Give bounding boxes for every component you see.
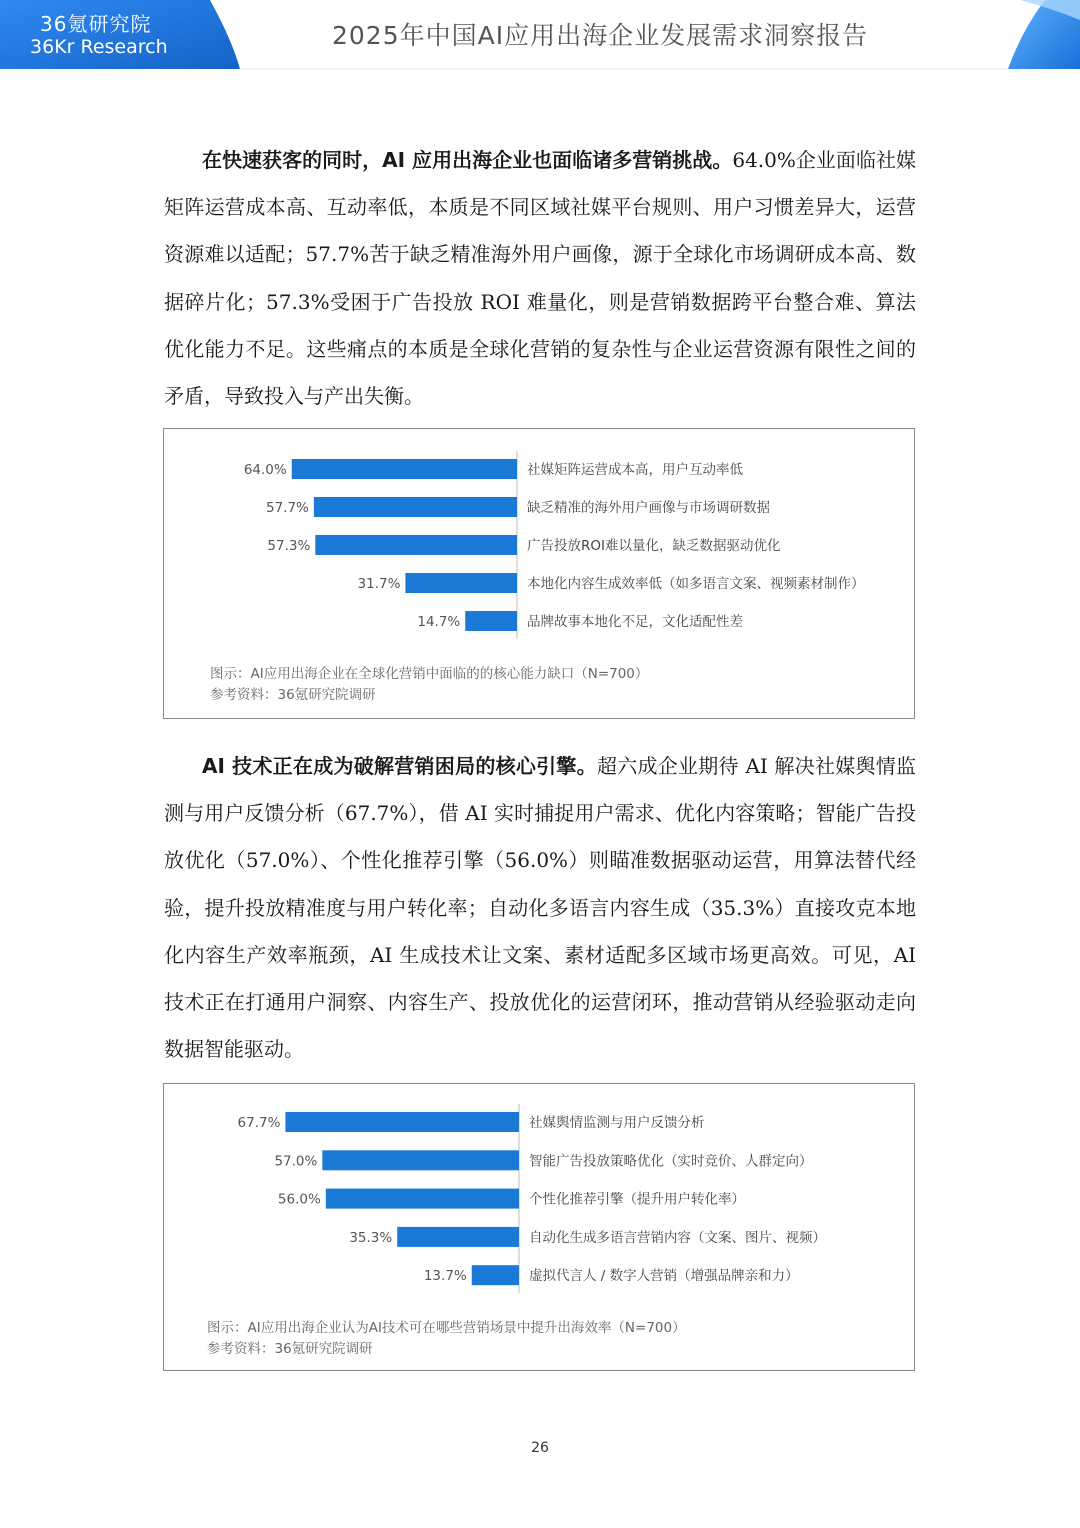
paragraph-2-body: 超六成企业期待 AI 解决社媒舆情监测与用户反馈分析（67.7%），借 AI 实时捕捉用户需求、优化内容策略；智能广告投放优化（57.0%）、个性化推荐引擎（56.0%）则瞄准数据驱动运营，用算法替代经验，提升投放精准度与用户转化率；自动化多语言内容生成（35.3%）直接攻克本地化内容生产效率瓶颈，AI 生成技术让文案、素材适配多区域市场更高效。可见，AI 技术正在打通用户洞察、内容生产、投放优化的运营闭环，推动营销从经验驱动走向数据智能驱动。 bbox=[164, 754, 917, 1062]
chart-2-bar-2 bbox=[322, 1150, 519, 1170]
chart-1-category-label-1: 社媒矩阵运营成本高，用户互动率低 bbox=[527, 462, 743, 478]
chart-marketing-challenges bbox=[163, 428, 915, 719]
chart-1-category-label-5: 品牌故事本地化不足，文化适配性差 bbox=[527, 614, 743, 630]
chart-1-bar-3 bbox=[315, 535, 517, 555]
chart-2-value-label-3: 56.0% bbox=[277, 1191, 321, 1208]
paragraph-1-body: 64.0%企业面临社媒矩阵运营成本高、互动率低，本质是不同区域社媒平台规则、用户习惯差异大，运营资源难以适配；57.7%苦于缺乏精准海外用户画像，源于全球化市场调研成本高、数据碎片化；57.3%受困于广告投放 ROI 难量化，则是营销数据跨平台整合难、算法优化能力不足。这些痛点的本质是全球化营销的复杂性与企业运营资源有限性之间的矛盾，导致投入与产出失衡。 bbox=[164, 148, 916, 409]
body-paragraph-1 bbox=[164, 137, 916, 420]
chart-1-category-label-3: 广告投放ROI难以量化，缺乏数据驱动优化 bbox=[527, 538, 781, 554]
report-title: 2025年中国AI应用出海企业发展需求洞察报告 bbox=[332, 21, 869, 50]
chart-1-category-label-4: 本地化内容生成效率低（如多语言文案、视频素材制作） bbox=[527, 576, 865, 592]
paragraph-2-lead: AI 技术正在成为破解营销困局的核心引擎。 bbox=[202, 754, 597, 778]
chart-2-value-label-5: 13.7% bbox=[423, 1268, 467, 1285]
chart-2-category-label-4: 自动化生成多语言营销内容（文案、图片、视频） bbox=[529, 1229, 826, 1246]
chart-1-value-label-3: 57.3% bbox=[267, 538, 311, 554]
chart-1-value-label-2: 57.7% bbox=[266, 500, 309, 516]
chart-2-caption: 图示：AI应用出海企业认为AI技术可在哪些营销场景中提升出海效率（N=700） bbox=[207, 1320, 686, 1336]
chart-1-value-label-1: 64.0% bbox=[243, 462, 287, 478]
page-header bbox=[0, 0, 1080, 72]
chart-1-value-label-4: 31.7% bbox=[357, 576, 401, 592]
chart-1-source: 参考资料：36氪研究院调研 bbox=[210, 687, 376, 703]
chart-2-source: 参考资料：36氪研究院调研 bbox=[207, 1341, 373, 1357]
chart-2-bar-4 bbox=[397, 1227, 519, 1247]
chart-1-bar-1 bbox=[292, 459, 517, 479]
chart-2-bar-5 bbox=[472, 1265, 519, 1285]
chart-ai-marketing-scenarios bbox=[163, 1083, 915, 1371]
chart-1-bar-2 bbox=[314, 497, 517, 517]
chart-2-category-label-3: 个性化推荐引擎（提升用户转化率） bbox=[529, 1191, 745, 1208]
chart-1-bar-5 bbox=[465, 611, 517, 631]
chart-2-category-label-1: 社媒舆情监测与用户反馈分析 bbox=[529, 1115, 705, 1131]
body-paragraph-2 bbox=[164, 743, 916, 1073]
chart-2-value-label-2: 57.0% bbox=[274, 1153, 318, 1170]
chart-1-category-label-2: 缺乏精准的海外用户画像与市场调研数据 bbox=[527, 500, 770, 516]
chart-2-bar-3 bbox=[326, 1189, 519, 1209]
brand-name-en: 36Kr Research bbox=[30, 36, 168, 58]
chart-2-bar-1 bbox=[285, 1112, 519, 1132]
brand-name-cn: 36氪研究院 bbox=[40, 12, 152, 36]
chart-2-value-label-1: 67.7% bbox=[237, 1115, 281, 1131]
page-number: 26 bbox=[531, 1440, 549, 1456]
paragraph-1-lead: 在快速获客的同时，AI 应用出海企业也面临诸多营销挑战。 bbox=[202, 148, 733, 172]
chart-2-value-label-4: 35.3% bbox=[349, 1229, 393, 1246]
chart-1-bar-4 bbox=[405, 573, 517, 593]
chart-1-value-label-5: 14.7% bbox=[417, 614, 461, 630]
chart-2-category-label-5: 虚拟代言人 / 数字人营销（增强品牌亲和力） bbox=[529, 1268, 799, 1285]
chart-1-caption: 图示：AI应用出海企业在全球化营销中面临的的核心能力缺口（N=700） bbox=[210, 666, 649, 682]
chart-2-category-label-2: 智能广告投放策略优化（实时竞价、人群定向） bbox=[529, 1153, 813, 1170]
